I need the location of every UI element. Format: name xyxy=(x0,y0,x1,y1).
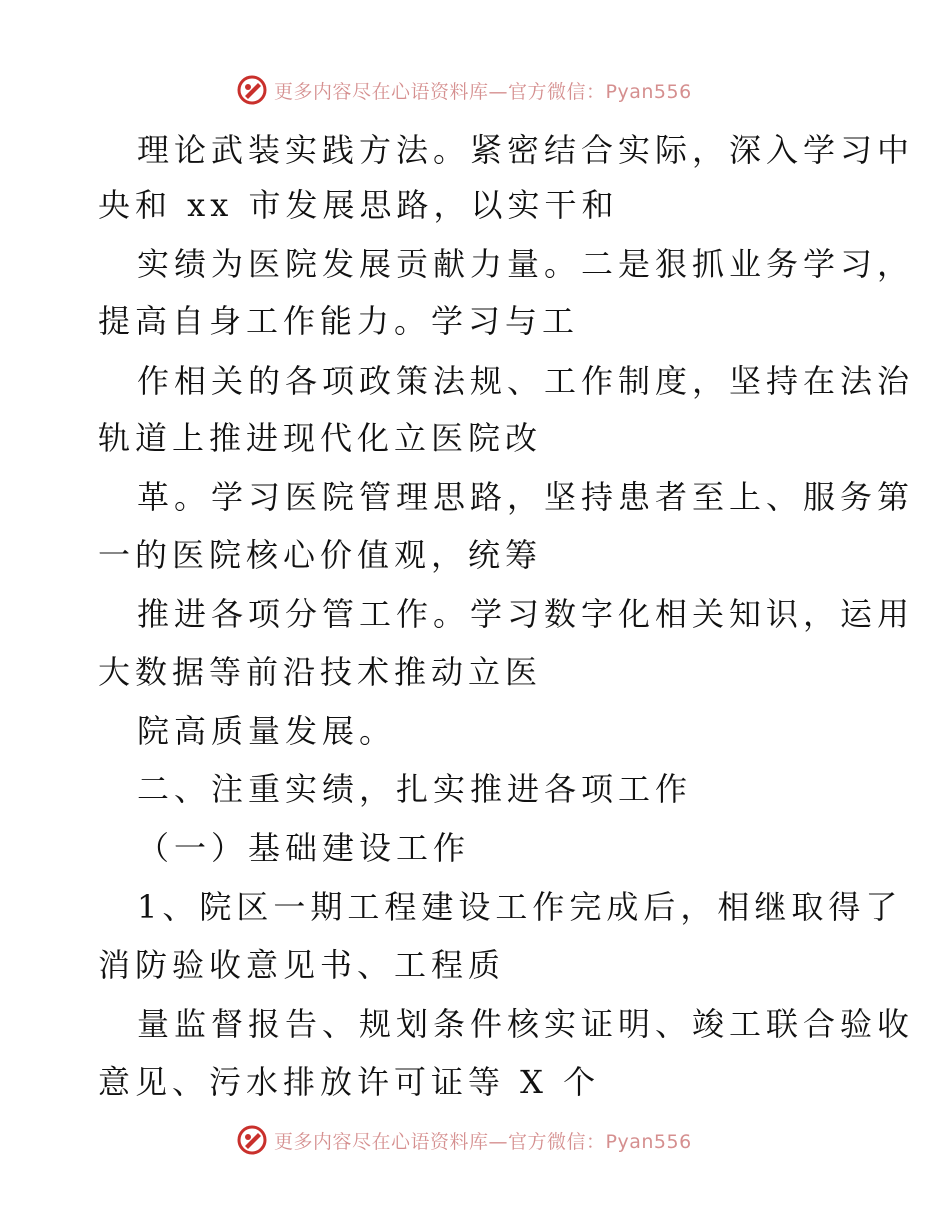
watermark-footer xyxy=(236,1123,692,1157)
text-line: 消防验收意见书、工程质 xyxy=(98,946,506,984)
text-line: 央和 xx 市发展思路，以实干和 xyxy=(98,186,619,224)
text-line: 轨道上推进现代化立医院改 xyxy=(98,419,543,457)
watermark-header xyxy=(236,73,692,107)
text-line: 院高质量发展。 xyxy=(137,712,397,750)
text-line: 提高自身工作能力。学习与工 xyxy=(98,302,580,340)
watermark-text: 更多内容尽在心语资料库—官方微信：Pyan556 xyxy=(274,1130,692,1153)
text-line: 一的医院核心价值观，统筹 xyxy=(98,536,543,574)
text-line: 革。学习医院管理思路，坚持患者至上、服务第 xyxy=(137,478,915,516)
text-line: 作相关的各项政策法规、工作制度，坚持在法治 xyxy=(137,362,915,400)
red-logo-icon xyxy=(236,1124,268,1156)
text-line: 实绩为医院发展贡献力量。二是狠抓业务学习， xyxy=(137,245,915,283)
text-line: 推进各项分管工作。学习数字化相关知识，运用 xyxy=(137,595,915,633)
text-line: 意见、污水排放许可证等 X 个 xyxy=(98,1063,601,1101)
watermark-text: 更多内容尽在心语资料库—官方微信：Pyan556 xyxy=(274,80,692,103)
subsection-heading: （一）基础建设工作 xyxy=(137,829,471,867)
text-line: 大数据等前沿技术推动立医 xyxy=(98,653,543,691)
section-heading: 二、注重实绩，扎实推进各项工作 xyxy=(137,770,693,808)
text-line: 理论武装实践方法。紧密结合实际，深入学习中 xyxy=(137,131,915,169)
text-line: 1、院区一期工程建设工作完成后，相继取得了 xyxy=(137,888,903,926)
red-logo-icon xyxy=(236,74,268,106)
text-line: 量监督报告、规划条件核实证明、竣工联合验收 xyxy=(137,1005,915,1043)
